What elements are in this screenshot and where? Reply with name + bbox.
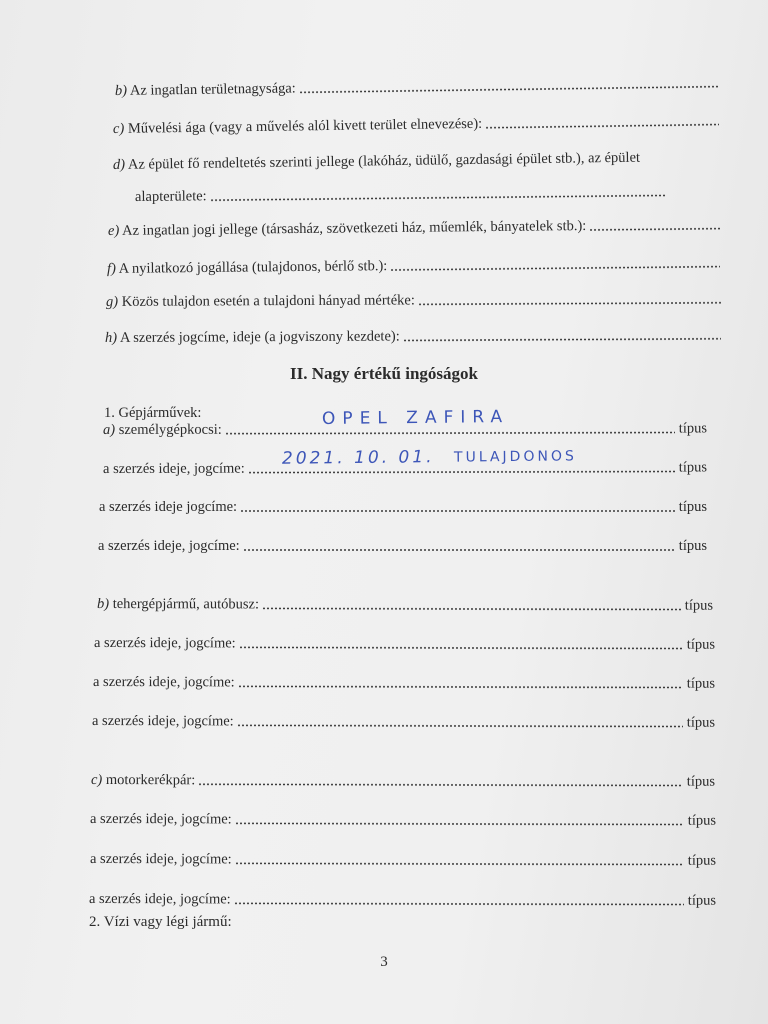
dotted-line [248,471,675,474]
field-d-floor-area [135,182,670,206]
vessels-title: 2. Vízi vagy légi jármű: [89,914,232,930]
tipus-label: típus [687,852,717,869]
vehicles-title: 1. Gépjárművek: [104,405,202,421]
acq-label: a szerzés ideje, jogcíme: [88,891,231,908]
field-moto-acq-2 [90,850,716,870]
marker-c: c) [112,120,125,137]
tipus-label: típus [678,459,708,476]
dotted-line [234,902,684,905]
tipus-label: típus [686,675,716,692]
dotted-line [237,724,683,727]
field-b-land-area [115,74,723,100]
handwritten-acq-title: TULAJDONOS [453,448,577,466]
acq-label: a szerzés ideje, jogcíme: [92,674,235,691]
tipus-label: típus [686,714,716,731]
field-f-legal-status [107,254,724,278]
label-b: Az ingatlan területnagysága: [129,80,296,99]
field-car-acq-3 [98,537,707,555]
marker-e: e) [107,222,120,239]
acq-label: a szerzés ideje, jogcíme: [102,460,245,477]
field-moto-acq-1 [90,810,716,830]
dotted-line [238,685,683,688]
field-moto-acq-3 [89,890,716,910]
acq-label: a szerzés ideje, jogcíme: [89,851,232,868]
tipus-label: típus [678,538,707,554]
field-truck-acq-3 [92,712,715,732]
marker-a: a) [102,421,116,438]
dotted-line [589,228,720,231]
label-car: személygépkocsi: [118,421,222,438]
label-truck: tehergépjármű, autóbusz: [112,596,260,613]
field-truck-acq-1 [94,634,715,654]
page-number: 3 [380,954,388,970]
acq-label: a szerzés ideje, jogcíme: [93,635,236,652]
field-car-acq-2 [99,498,707,516]
field-h-acquisition [105,326,725,347]
dotted-line [262,607,681,610]
dotted-line [240,510,675,512]
dotted-line [225,432,675,435]
marker-d: d) [112,156,126,173]
label-motorcycle: motorkerékpár: [105,772,196,789]
tipus-label: típus [686,636,716,653]
acq-label: a szerzés ideje jogcíme: [99,499,238,515]
marker-g: g) [105,293,119,310]
acq-label: a szerzés ideje, jogcíme: [98,538,240,554]
field-truck-bus [97,595,713,615]
tipus-label: típus [687,892,717,909]
marker-h: h) [104,329,118,346]
field-motorcycle [91,771,715,791]
marker-b: b) [114,82,128,99]
marker-f: f) [106,260,116,277]
field-d-building-type [113,149,640,174]
field-e-legal-nature [108,216,724,240]
dotted-line [243,549,675,551]
tipus-label: típus [687,812,717,829]
acq-label: a szerzés ideje, jogcíme: [89,811,232,828]
dotted-line [418,302,721,306]
label-e: Az ingatlan jogi jellege (társasház, szövetkezeti ház, műemlék, bányatelek stb.): [122,217,587,239]
dotted-line [235,862,684,865]
dotted-line [403,338,721,342]
label-h-text: A szerzés jogcíme, ideje (a jogviszony kezdete): [119,328,400,346]
tipus-label: típus [678,499,707,515]
label-f: A nyilatkozó jogállása (tulajdonos, bérlő stb.): [118,258,388,277]
marker-b2: b) [96,596,110,613]
tipus-label: típus [678,420,708,437]
handwritten-acq-date: 2021. 10. 01. [281,447,435,469]
dotted-line [390,266,720,271]
dotted-line [235,822,684,825]
field-g-ownership-share [106,290,725,311]
tipus-label: típus [684,597,714,614]
dotted-line [210,194,666,201]
label-c: Művelési ága (vagy a művelés alól kivett terület elnevezése): [127,115,483,137]
dotted-line [198,783,683,786]
dotted-line [299,86,719,94]
section-heading: II. Nagy értékű ingóságok [290,364,478,383]
label-d-cont: alapterülete: [134,188,207,205]
tipus-label: típus [686,773,716,790]
dotted-line [239,646,683,649]
dotted-line [485,124,719,129]
handwritten-car-model: OPEL ZAFIRA [321,407,510,429]
field-truck-acq-2 [93,673,715,693]
marker-c2: c) [90,772,103,789]
label-d: Az épület fő rendeltetés szerinti jellege (lakóház, üdülő, gazdasági épület stb.), az épület [127,149,641,173]
label-g: Közös tulajdon esetén a tulajdoni hányad mértéke: [121,292,415,310]
field-c-cultivation [113,111,723,138]
acq-label: a szerzés ideje, jogcíme: [91,713,234,730]
